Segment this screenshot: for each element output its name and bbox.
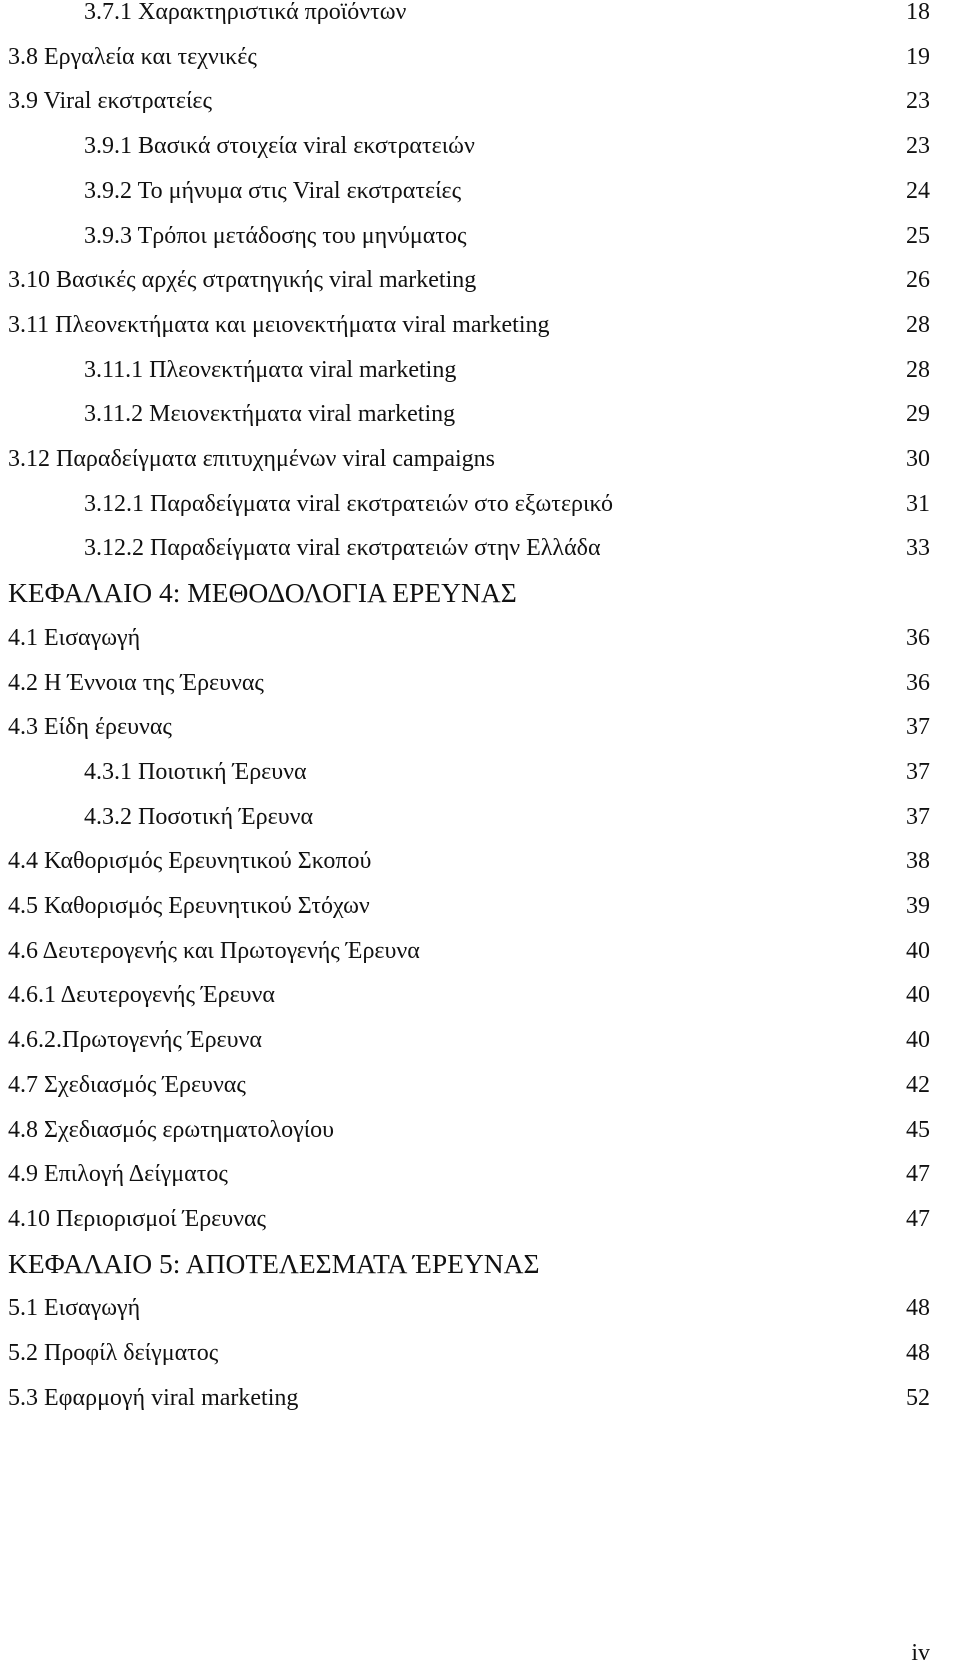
toc-entry-page: 31 <box>906 490 930 517</box>
toc-entry <box>0 1110 960 1150</box>
toc-entry-page: 42 <box>906 1071 930 1098</box>
toc-entry <box>0 975 960 1015</box>
toc-entry <box>0 618 960 658</box>
toc-entry-title: 3.12 Παραδείγματα επιτυχημένων viral campaigns <box>8 446 496 472</box>
toc-entry-title: 5.2 Προφίλ δείγματος <box>8 1340 219 1366</box>
toc-entry-title: 3.9.2 Το μήνυμα στις Viral εκστρατείες <box>84 177 462 204</box>
toc-entry-page: 38 <box>906 848 930 875</box>
toc-entry-title: 3.11 Πλεονεκτήματα και μειονεκτήματα viral marketing <box>8 311 550 338</box>
page-number: iv <box>911 1640 930 1666</box>
toc-entry-page: 28 <box>906 311 930 338</box>
toc-entry-title: 4.6 Δευτερογενής και Πρωτογενής Έρευνα <box>8 937 420 964</box>
toc-entry-page: 45 <box>906 1116 930 1143</box>
toc-entry-title: 3.12.2 Παραδείγματα viral εκστρατειών στην Ελλάδα <box>84 535 601 562</box>
toc-entry <box>0 886 960 926</box>
toc-chapter-heading <box>0 1244 960 1284</box>
toc-entry-title: 4.1 Εισαγωγή <box>8 624 141 651</box>
toc-entry-page: 23 <box>906 133 930 160</box>
toc-entry <box>0 37 960 77</box>
toc-entry-page: 48 <box>906 1295 930 1322</box>
toc-entry-title: 5.3 Εφαρμογή viral marketing <box>8 1384 299 1411</box>
toc-entry-title: 4.3.1 Ποιοτική Έρευνα <box>84 758 307 785</box>
toc-entry <box>0 1378 960 1418</box>
toc-entry <box>0 394 960 434</box>
toc-entry <box>0 1020 960 1060</box>
toc-entry-page: 39 <box>906 893 930 919</box>
toc-entry-title: 4.8 Σχεδιασμός ερωτηματολογίου <box>8 1116 335 1143</box>
toc-entry-title: 3.9.1 Βασικά στοιχεία viral εκστρατειών <box>84 133 475 160</box>
toc-entry-title: 5.1 Εισαγωγή <box>8 1295 141 1322</box>
toc-entry <box>0 439 960 479</box>
toc-entry-page: 40 <box>906 937 930 964</box>
toc-entry-page: 28 <box>906 356 930 383</box>
toc-entry-title: 4.4 Καθορισμός Ερευνητικού Σκοπού <box>8 848 372 875</box>
toc-entry <box>0 350 960 390</box>
toc-entry-title: 4.7 Σχεδιασμός Έρευνας <box>8 1071 246 1098</box>
toc-entry-page: 36 <box>906 624 930 651</box>
toc-entry-title: 3.10 Βασικές αρχές στρατηγικής viral marketing <box>8 267 477 294</box>
toc-entry <box>0 841 960 881</box>
toc-entry-title: 4.10 Περιορισμοί Έρευνας <box>8 1205 267 1232</box>
toc-entry-page: 40 <box>906 1027 930 1054</box>
toc-entry <box>0 797 960 837</box>
toc-entry <box>0 752 960 792</box>
toc-entry <box>0 1154 960 1194</box>
toc-entry-page: 33 <box>906 535 930 562</box>
toc-entry-page: 18 <box>906 0 930 25</box>
toc-entry <box>0 931 960 971</box>
toc-entry-title: ΚΕΦΑΛΑΙΟ 5: ΑΠΟΤΕΛΕΣΜΑΤΑ ΈΡΕΥΝΑΣ <box>8 1247 540 1279</box>
toc-entry-title: 3.9 Viral εκστρατείες <box>8 88 212 115</box>
toc-entry-page: 25 <box>906 222 930 249</box>
toc-entry <box>0 707 960 747</box>
toc-entry-title: 3.12.1 Παραδείγματα viral εκστρατειών στο εξωτερικό <box>84 490 614 517</box>
toc-entry <box>0 216 960 256</box>
toc-entry-title: 3.7.1 Χαρακτηριστικά προϊόντων <box>84 0 407 25</box>
toc-entry <box>0 81 960 121</box>
toc-entry <box>0 1199 960 1239</box>
toc-entry <box>0 1288 960 1328</box>
toc-entry-title: 4.3.2 Ποσοτική Έρευνα <box>84 803 314 830</box>
toc-entry-title: 3.11.1 Πλεονεκτήματα viral marketing <box>84 356 457 383</box>
toc-entry-title: 4.5 Καθορισμός Ερευνητικού Στόχων <box>8 893 370 919</box>
toc-entry-title: 3.8 Εργαλεία και τεχνικές <box>8 43 257 70</box>
toc-entry <box>0 126 960 166</box>
toc-entry-page: 40 <box>906 982 930 1009</box>
toc-entry <box>0 1065 960 1105</box>
toc-entry-page: 29 <box>906 401 930 428</box>
toc-entry-page: 37 <box>906 803 930 830</box>
toc-entry <box>0 528 960 568</box>
toc-entry-page: 24 <box>906 177 930 204</box>
toc-entry-page: 37 <box>906 758 930 785</box>
toc-entry <box>0 663 960 703</box>
toc-entry-title: 4.3 Είδη έρευνας <box>8 714 172 741</box>
toc-chapter-heading <box>0 573 960 613</box>
toc-entry-page: 26 <box>906 267 930 294</box>
toc-entry <box>0 171 960 211</box>
toc-entry <box>0 0 960 32</box>
toc-entry-page: 48 <box>906 1340 930 1366</box>
toc-entry <box>0 260 960 300</box>
toc-entry-page: 19 <box>906 43 930 70</box>
toc-entry <box>0 305 960 345</box>
toc-entry-title: 4.6.1 Δευτερογενής Έρευνα <box>8 982 275 1009</box>
toc-entry-page: 37 <box>906 714 930 741</box>
toc-entry <box>0 1333 960 1373</box>
toc-entry-page: 23 <box>906 88 930 115</box>
toc-entry <box>0 484 960 524</box>
toc-entry-title: 4.6.2.Πρωτογενής Έρευνα <box>8 1027 262 1054</box>
toc-entry-page: 36 <box>906 669 930 696</box>
toc-entry-page: 30 <box>906 446 930 472</box>
toc-entry-page: 52 <box>906 1384 930 1411</box>
toc-entry-title: 4.2 Η Έννοια της Έρευνας <box>8 669 264 696</box>
toc-entry-page: 47 <box>906 1205 930 1232</box>
toc-entry-title: 3.9.3 Τρόποι μετάδοσης του μηνύματος <box>84 222 467 249</box>
toc-entry-title: ΚΕΦΑΛΑΙΟ 4: ΜΕΘΟΔΟΛΟΓΙΑ ΕΡΕΥΝΑΣ <box>8 577 517 609</box>
toc-entry-page: 47 <box>906 1161 930 1188</box>
toc-entry-title: 4.9 Επιλογή Δείγματος <box>8 1161 228 1188</box>
toc-entry-title: 3.11.2 Μειονεκτήματα viral marketing <box>84 401 456 428</box>
